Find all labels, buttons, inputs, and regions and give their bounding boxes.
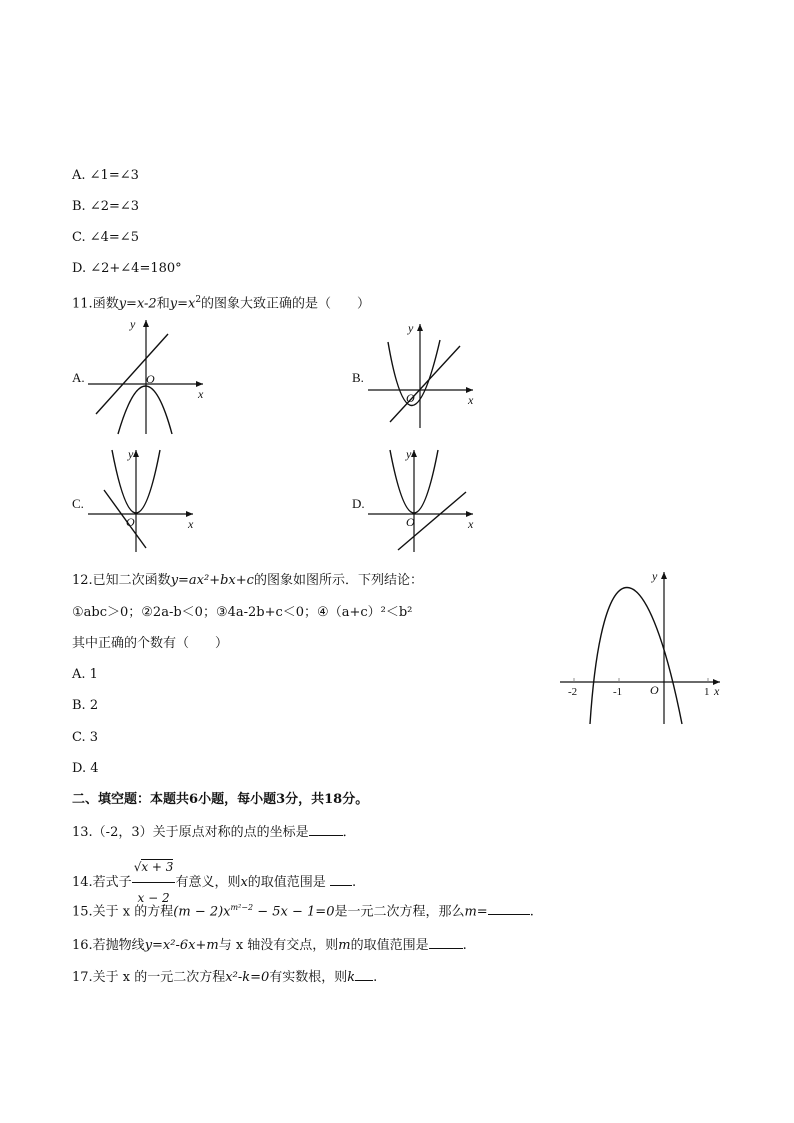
question-16: 16.若抛物线y=x²-6x+m与 x 轴没有交点，则m的取值范围是 . [72, 938, 467, 953]
section-2-title: 二、填空题：本题共6小题，每小题3分，共18分。 [72, 792, 369, 807]
q12-parabola-graph [560, 566, 730, 726]
svg-text:x: x [198, 387, 204, 401]
graph-d [368, 446, 478, 556]
svg-text:y: y [406, 447, 412, 461]
svg-text:x: x [188, 517, 194, 531]
svg-text:O: O [650, 683, 659, 697]
q14-fraction: $\frac{√x + 3}{x - 2}$ [132, 852, 176, 913]
question-12-stem: 12.已知二次函数y=ax²+bx+c的图象如图所示．下列结论： [72, 573, 423, 588]
svg-text:x: x [714, 684, 720, 698]
option-c: C. ∠4=∠5 [72, 230, 139, 245]
svg-text:y: y [408, 321, 414, 335]
q17-answer-blank[interactable] [355, 968, 373, 981]
graph-a [88, 316, 218, 436]
graph-b-label: B. [352, 370, 364, 385]
q12-option-d: D. 4 [72, 761, 99, 776]
svg-text:-1: -1 [613, 686, 623, 698]
question-11: 11.函数y=x-2和$y=x^2$的图象大致正确的是（ ） [72, 295, 371, 312]
svg-text:1: 1 [704, 686, 710, 698]
q14-answer-blank[interactable] [330, 873, 352, 886]
q16-answer-blank[interactable] [429, 936, 463, 949]
graph-a-label: A. [72, 370, 85, 385]
q15-answer-blank[interactable] [488, 902, 530, 915]
question-15: 15.关于 x 的方程$(m - 2)x^{m^2-2} - 5x - 1=0$是一元二次方程，那么m= . [72, 903, 534, 920]
option-b: B. ∠2=∠3 [72, 199, 140, 214]
q12-option-a: A. 1 [72, 667, 98, 682]
svg-text:O: O [146, 372, 155, 386]
option-a: A. ∠1=∠3 [72, 168, 139, 183]
svg-text:x: x [468, 393, 474, 407]
question-14: 14.若式子 $\frac{√x + 3}{x - 2}$ 有意义，则x的取值范围是 . [72, 852, 356, 882]
question-13: 13.（-2，3）关于原点对称的点的坐标是 ． [72, 825, 356, 840]
q12-option-b: B. 2 [72, 698, 99, 713]
graph-d-label: D. [352, 496, 365, 511]
svg-text:O: O [406, 515, 415, 529]
q12-option-c: C. 3 [72, 730, 99, 745]
graph-c-label: C. [72, 496, 84, 511]
svg-text:y: y [130, 317, 136, 331]
svg-text:-2: -2 [568, 686, 578, 698]
svg-text:x: x [468, 517, 474, 531]
svg-text:y: y [128, 447, 134, 461]
graph-c [88, 446, 198, 556]
q13-answer-blank[interactable] [309, 823, 343, 836]
question-12-statements: ①abc＞0；②2a-b＜0；③4a-2b+c＜0；④（a+c）²＜b² [72, 605, 413, 620]
svg-text:O: O [126, 515, 135, 529]
svg-text:y: y [652, 569, 658, 583]
option-d: D. ∠2+∠4=180° [72, 261, 182, 276]
svg-text:O: O [406, 391, 415, 405]
graph-b [368, 320, 478, 430]
question-17: 17.关于 x 的一元二次方程x²-k=0有实数根，则k . [72, 970, 378, 985]
question-12-ask: 其中正确的个数有（ ） [72, 636, 229, 651]
